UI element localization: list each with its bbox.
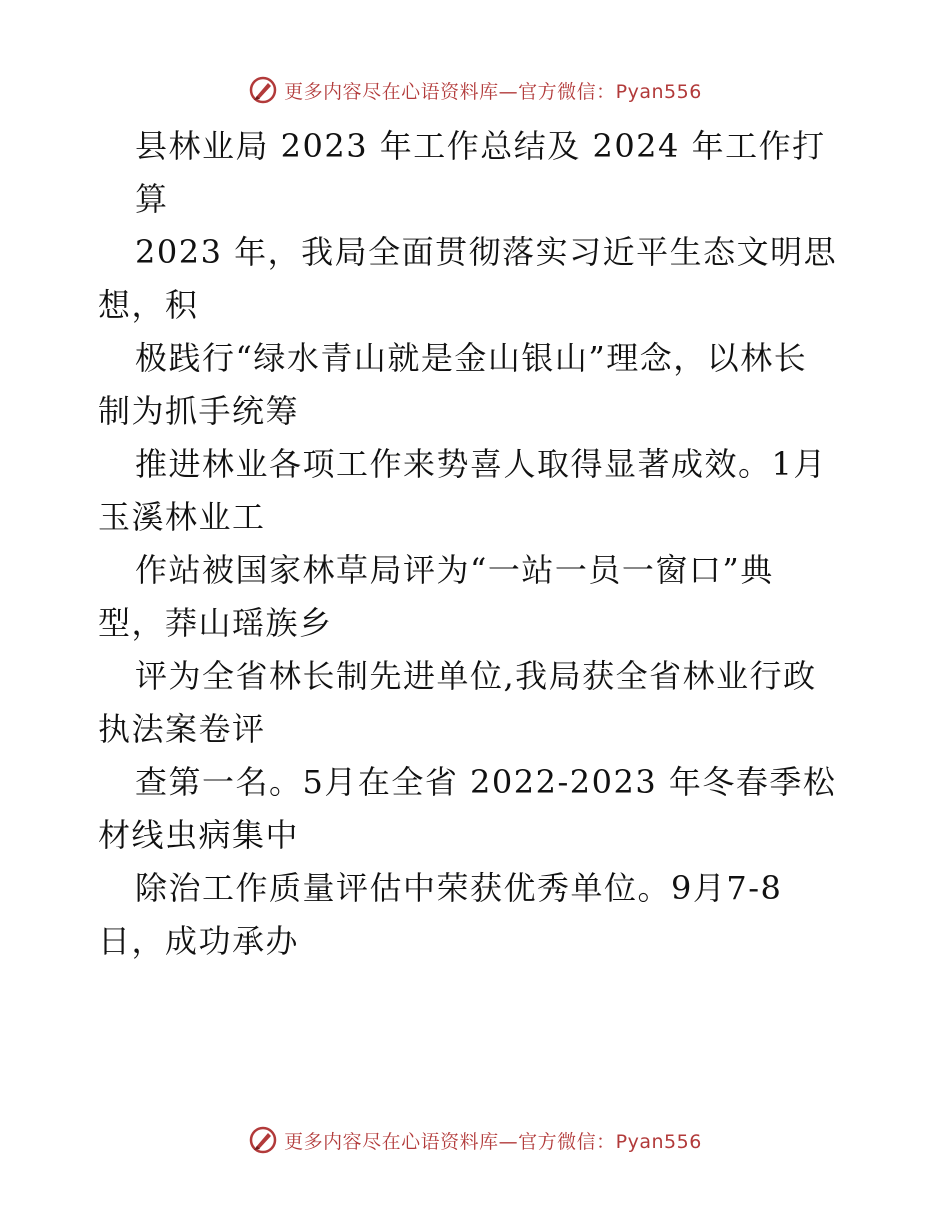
banner-site-text: 更多内容尽在心语资料库 (284, 80, 499, 103)
paragraph-line: 推进林业各项工作来势喜人取得显著成效。1月 (135, 445, 827, 483)
paragraph-line: 评为全省林长制先进单位,我局获全省林业行政 (135, 657, 817, 695)
paragraph-line: 作站被国家林草局评为“一站一员一窗口”典 (135, 551, 774, 589)
paragraph-line: 玉溪林业工 (98, 498, 266, 536)
banner-site-text: 更多内容尽在心语资料库 (284, 1130, 499, 1153)
paragraph-line: 查第一名。5月在全省 2022-2023 年冬春季松 (135, 763, 837, 801)
banner-separator: — (498, 80, 519, 103)
paragraph-line: 2023 年，我局全面贯彻落实习近平生态文明思 (135, 233, 838, 271)
paragraph-line: 日，成功承办 (98, 922, 300, 960)
banner-wechat-text: 官方微信：Pyan556 (518, 1130, 702, 1153)
pen-logo-icon (248, 75, 278, 105)
header-banner (0, 70, 950, 110)
document-title-line-2: 算 (135, 180, 169, 218)
banner-text (284, 77, 702, 104)
paragraph-line: 执法案卷评 (98, 710, 266, 748)
document-body (98, 120, 858, 968)
banner-text (284, 1127, 702, 1154)
banner-separator: — (498, 1130, 519, 1153)
paragraph-line: 极践行“绿水青山就是金山银山”理念，以林长 (135, 339, 808, 377)
paragraph-line: 制为抓手统筹 (98, 392, 300, 430)
paragraph-line: 想，积 (98, 286, 199, 324)
paragraph-line: 除治工作质量评估中荣获优秀单位。9月7-8 (135, 869, 783, 907)
banner-wechat-text: 官方微信：Pyan556 (518, 80, 702, 103)
pen-logo-icon (248, 1125, 278, 1155)
paragraph-line: 型，莽山瑶族乡 (98, 604, 333, 642)
paragraph-line: 材线虫病集中 (98, 816, 300, 854)
footer-banner (0, 1120, 950, 1160)
document-title-line-1: 县林业局 2023 年工作总结及 2024 年工作打 (135, 127, 826, 165)
